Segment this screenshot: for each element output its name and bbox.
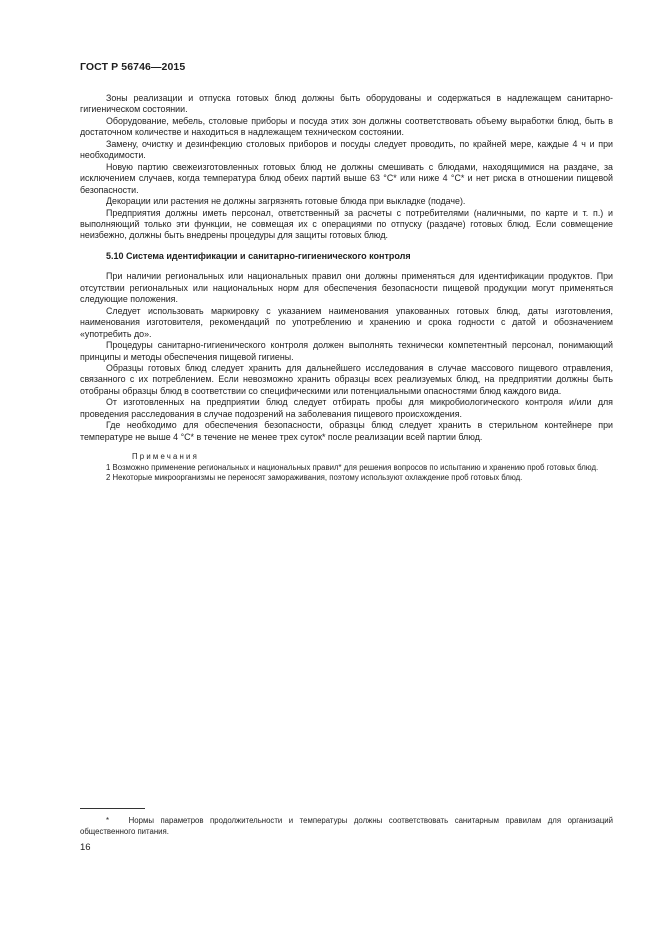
note-item: 1 Возможно применение региональных и национальных правил* для решения вопросов по испытанию и хранению проб готовых блюд. [106,462,599,472]
note-item: 2 Некоторые микроорганизмы не переносят замораживания, поэтому используют охлаждение проб готовых блюд. [106,473,523,483]
footnote [80,816,613,837]
notes-title: Примечания [132,452,200,462]
paragraph: При наличии региональных или национальных правил они должны применяться для идентификации продуктов. При отсутствии региональных или национальных норм для обеспечения безопасности пищевой продукции могут применяться следующие положения. [80,271,613,305]
footnote-divider [80,808,145,809]
paragraph: Замену, очистку и дезинфекцию столовых приборов и посуды следует проводить, по крайней мере, каждые 4 ч и при необходимости. [80,138,613,161]
page-number: 16 [80,842,91,853]
paragraph: Предприятия должны иметь персонал, ответственный за расчеты с потребителями (наличными, по карте и т. п.) и выполняющий только эти функции, не совмещая их с операциями по отпуску (раздаче) готовых блюд. Если совмещение неизбежно, должны быть внедрены процедуры для защиты готовых блюд. [80,207,613,241]
paragraph: Где необходимо для обеспечения безопасности, образцы блюд следует хранить в стерильном контейнере при температуре не выше 4 °С* в течение не менее трех суток* после реализации всей партии блюд. [80,420,613,442]
paragraph: От изготовленных на предприятии блюд следует отбирать пробы для микробиологического контроля и/или для проведения расследования в случае подозрений на заболевания пищевого происхождения. [80,397,613,419]
paragraph: Декорации или растения не должны загрязнять готовые блюда при выкладке (подаче). [106,196,466,207]
paragraph: Оборудование, мебель, столовые приборы и посуда этих зон должны соответствовать объему выработки блюд, быть в достаточном количестве и находиться в надлежащем техническом состоянии. [80,115,613,138]
paragraph: Образцы готовых блюд следует хранить для дальнейшего исследования в случае массового пищевого отравления, связанного с их потреблением. Если невозможно хранить образцы всех реализуемых блюд, на предприятии должны быть отобраны образцы блюд в соответствии со специфическими или потенциальными опасностями блюд каждого вида. [80,362,613,396]
paragraph: Зоны реализации и отпуска готовых блюд должны быть оборудованы и содержаться в надлежащем санитарно-гигиеническом состоянии. [80,93,613,115]
paragraph: Процедуры санитарно-гигиенического контроля должен выполнять технически компетентный персонал, понимающий принципы и методы обеспечения пищевой гигиены. [80,340,613,362]
paragraph: Новую партию свежеизготовленных готовых блюд не должны смешивать с блюдами, находящимися на раздаче, за исключением случаев, когда температура блюд обеих партий выше 63 °С* или ниже 4 °С* и нет риска в отношении пищевой безопасности. [80,161,613,195]
standard-header: ГОСТ Р 56746—2015 [80,61,186,73]
footnote-marker: * [106,816,110,825]
body-text [80,93,613,484]
notes-block [80,452,613,484]
section-title: 5.10 Система идентификации и санитарно-гигиенического контроля [106,250,411,261]
footnote-text: Нормы параметров продолжительности и температуры должны соответствовать санитарным правилам для организаций общественного питания. [80,816,614,836]
paragraph: Следует использовать маркировку с указанием наименования упакованных готовых блюд, даты изготовления, наименования изготовителя, рекомендаций по употреблению и хранению и срока годности с датой и обозначением «употребить до». [80,305,613,339]
